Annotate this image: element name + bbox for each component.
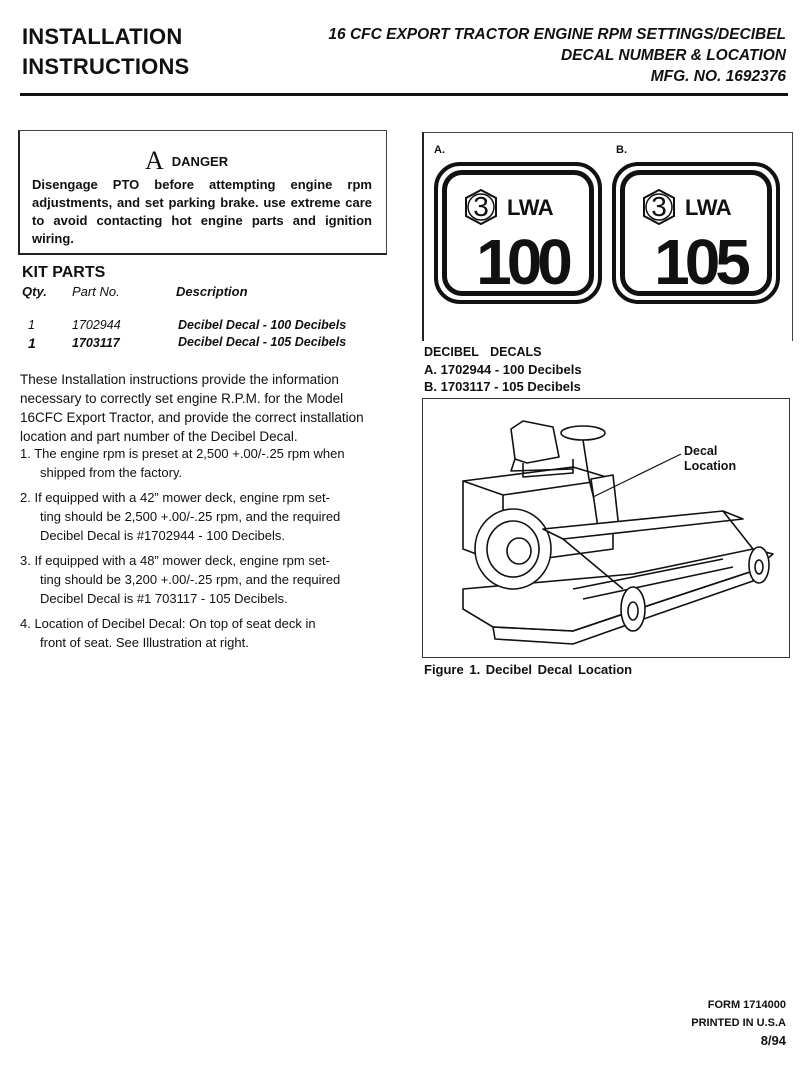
kit-row-1-desc: Decibel Decal - 100 Decibels — [178, 318, 347, 332]
decals-caption-a: A. 1702944 - 100 Decibels — [424, 362, 582, 377]
steps-list — [20, 444, 380, 658]
decal-a-lwa: LWA — [507, 195, 554, 220]
kit-row-2-desc: Decibel Decal - 105 Decibels — [178, 335, 347, 349]
decal-location-callout — [684, 444, 736, 474]
decal-a-border — [442, 170, 594, 296]
step-3-line1: 3. If equipped with a 48” mower deck, engine rpm set- — [20, 553, 330, 568]
step-4-line2: front of seat. See Illustration at right. — [40, 635, 249, 650]
decal-a-value: 100 — [476, 226, 568, 298]
step-2-line2: ting should be 2,500 +.00/-.25 rpm, and the required — [40, 509, 341, 524]
print-date: 8/94 — [760, 1033, 786, 1048]
step-1 — [20, 444, 380, 482]
step-1-line2: shipped from the factory. — [40, 465, 183, 480]
decal-b-border — [620, 170, 772, 296]
printed-in: PRINTED IN U.S.A — [691, 1017, 786, 1029]
tractor-figure-frame — [422, 398, 790, 658]
doc-title — [22, 22, 189, 82]
decals-caption-title: DECIBEL DECALS — [424, 345, 542, 359]
doc-title-line1: INSTALLATION — [22, 24, 183, 49]
step-4-line1: 4. Location of Decibel Decal: On top of seat deck in — [20, 616, 316, 631]
decals-caption — [424, 344, 582, 395]
decal-b-code-icon — [641, 189, 677, 225]
kit-col-desc: Description — [176, 284, 248, 299]
decal-b-value: 105 — [654, 226, 746, 298]
kit-row-1-part: 1702944 — [72, 318, 121, 332]
doc-title-line2: INSTRUCTIONS — [22, 54, 190, 79]
doc-subtitle-line1: 16 CFC EXPORT TRACTOR ENGINE RPM SETTINGS/DECIBEL — [328, 26, 786, 43]
kit-col-part: Part No. — [72, 284, 120, 299]
footer — [691, 996, 786, 1050]
step-3 — [20, 551, 380, 608]
decal-b-lwa: LWA — [685, 195, 732, 220]
form-number: FORM 1714000 — [707, 999, 786, 1011]
callout-line2: Location — [684, 459, 737, 473]
mfg-number: MFG. NO. 1692376 — [650, 68, 786, 85]
kit-row-1-qty: 1 — [28, 318, 35, 332]
step-2-line1: 2. If equipped with a 42” mower deck, engine rpm set- — [20, 490, 330, 505]
kit-col-qty: Qty. — [22, 284, 47, 299]
step-1-line1: 1. The engine rpm is preset at 2,500 +.00/-.25 rpm when — [20, 446, 345, 461]
decal-a — [434, 162, 602, 304]
decals-caption-b: B. 1703117 - 105 Decibels — [424, 379, 581, 394]
kit-row-2-part: 1703117 — [72, 336, 120, 350]
danger-heading — [145, 146, 228, 176]
header-rule — [20, 93, 788, 96]
kit-parts-title: KIT PARTS — [22, 264, 106, 281]
callout-line1: Decal — [684, 444, 718, 458]
decal-b-code: 3 — [651, 191, 667, 222]
tractor-illustration — [423, 399, 789, 657]
step-2-line3: Decibel Decal is #1702944 - 100 Decibels. — [40, 528, 285, 543]
doc-subtitle-line2: DECAL NUMBER & LOCATION — [560, 47, 786, 64]
decal-b-letter: B. — [616, 144, 627, 156]
figure-caption: Figure 1. Decibel Decal Location — [424, 662, 633, 677]
danger-symbol: A — [145, 146, 164, 175]
danger-label: DANGER — [171, 154, 229, 169]
decal-b — [612, 162, 780, 304]
decal-a-code-icon — [463, 189, 499, 225]
danger-text: Disengage PTO before attempting engine rpm adjustments, and set parking brake. use extreme care to avoid contacting hot engine parts and ignition wiring. — [32, 177, 372, 246]
decal-a-code: 3 — [473, 191, 489, 222]
kit-row-2-qty: 1 — [28, 335, 36, 351]
doc-subtitle — [328, 24, 786, 87]
intro-paragraph: These Installation instructions provide the information necessary to correctly set engine R.P.M. for the Model 16CFC Export Tractor, and provide the correct installation location and part number of the Decibel Decal. — [20, 372, 364, 444]
step-4 — [20, 614, 380, 652]
step-3-line2: ting should be 3,200 +.00/-.25 rpm, and the required — [40, 572, 341, 587]
step-3-line3: Decibel Decal is #1 703117 - 105 Decibels. — [40, 591, 288, 606]
step-2 — [20, 488, 380, 545]
decal-a-letter: A. — [434, 144, 445, 156]
